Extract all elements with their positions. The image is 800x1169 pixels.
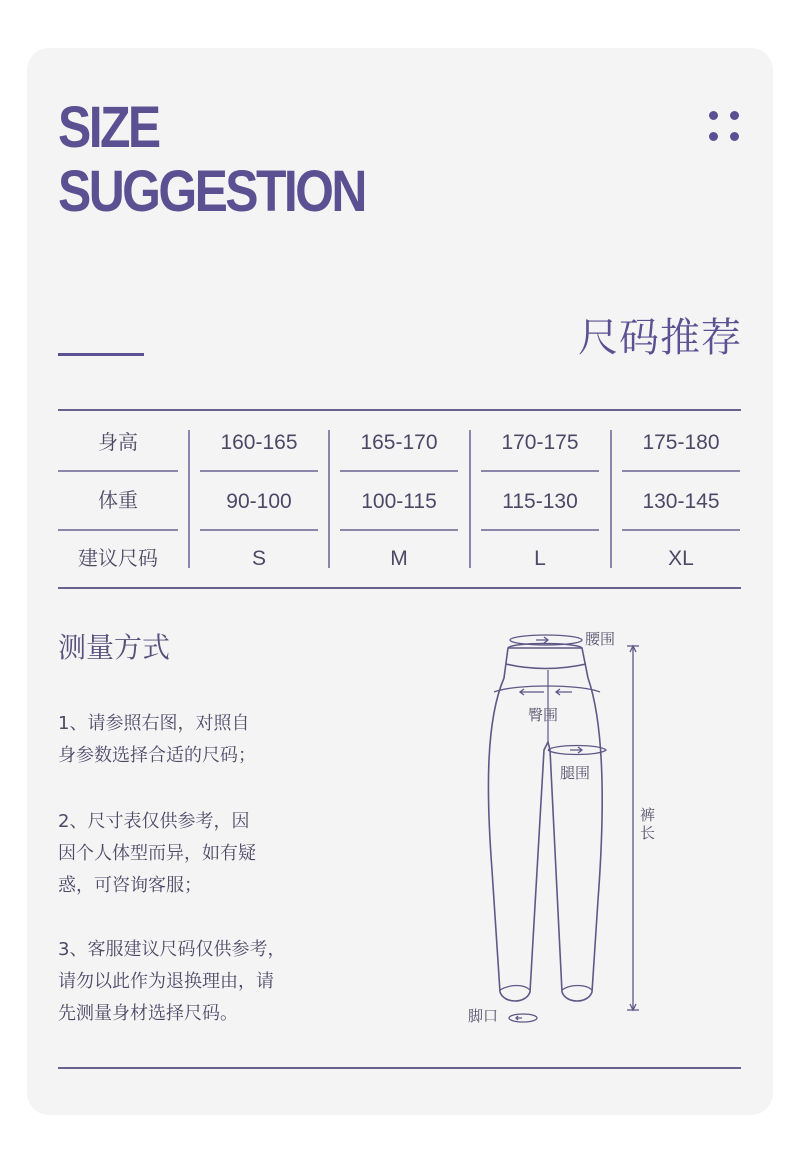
row-divider (481, 529, 599, 531)
table-cell: L (534, 547, 546, 570)
title-line-2: SUGGESTION (58, 159, 365, 224)
row-label-height: 身高 (98, 430, 138, 454)
row-divider (481, 470, 599, 472)
column-divider (188, 430, 190, 568)
section-title-size: 尺码推荐 (578, 315, 742, 361)
length-label-2: 长 (640, 824, 656, 842)
table-cell: XL (668, 547, 694, 570)
column-divider (469, 430, 471, 568)
section-title-measure: 测量方式 (58, 631, 171, 664)
note-line: 2、尺寸表仅供参考，因 (58, 811, 250, 832)
column-divider (328, 430, 330, 568)
dots-grid-icon (706, 108, 746, 148)
table-cell: 160-165 (220, 431, 298, 454)
table-cell: 115-130 (502, 490, 578, 513)
table-cell: 175-180 (642, 431, 720, 454)
note-line: 因个人体型而异，如有疑 (58, 843, 256, 864)
table-cell: 170-175 (501, 431, 579, 454)
table-cell: M (390, 547, 408, 570)
row-divider (622, 529, 740, 531)
hem-label: 脚口 (468, 1007, 499, 1025)
waist-label: 腰围 (585, 630, 616, 648)
table-bottom-rule (58, 587, 741, 589)
table-cell: 130-145 (642, 490, 720, 513)
note-line: 3、客服建议尺码仅供参考， (58, 939, 286, 960)
column-divider (610, 430, 612, 568)
title-underline (58, 353, 144, 356)
hem-measure-icon (509, 1014, 537, 1022)
table-cell: 90-100 (226, 490, 292, 513)
row-divider (340, 529, 458, 531)
row-label-size: 建议尺码 (78, 546, 158, 570)
note-line: 身参数选择合适的尺码； (58, 745, 256, 766)
table-top-rule (58, 409, 741, 411)
pants-outline-icon (488, 644, 602, 1002)
table-cell: 165-170 (360, 431, 438, 454)
note-line: 惑，可咨询客服； (58, 875, 202, 896)
row-divider (58, 529, 178, 531)
note-line: 1、请参照右图，对照自 (58, 713, 250, 734)
title-line-1: SIZE (58, 95, 159, 160)
row-divider (200, 529, 318, 531)
row-divider (200, 470, 318, 472)
row-divider (622, 470, 740, 472)
bottom-rule (58, 1067, 741, 1069)
thigh-label: 腿围 (560, 764, 591, 782)
page-title (58, 96, 365, 224)
table-cell: 100-115 (361, 490, 437, 513)
table-cell: S (251, 547, 266, 570)
row-divider (58, 470, 178, 472)
note-2 (58, 806, 348, 902)
row-label-weight: 体重 (98, 488, 138, 512)
pants-measure-diagram (460, 620, 680, 1035)
note-1 (58, 708, 348, 772)
note-line: 先测量身材选择尺码。 (58, 1003, 238, 1024)
length-label-1: 裤 (640, 806, 656, 824)
note-line: 请勿以此作为退换理由，请 (58, 971, 274, 992)
note-3 (58, 934, 348, 1030)
hip-label: 臀围 (528, 706, 559, 724)
row-divider (340, 470, 458, 472)
